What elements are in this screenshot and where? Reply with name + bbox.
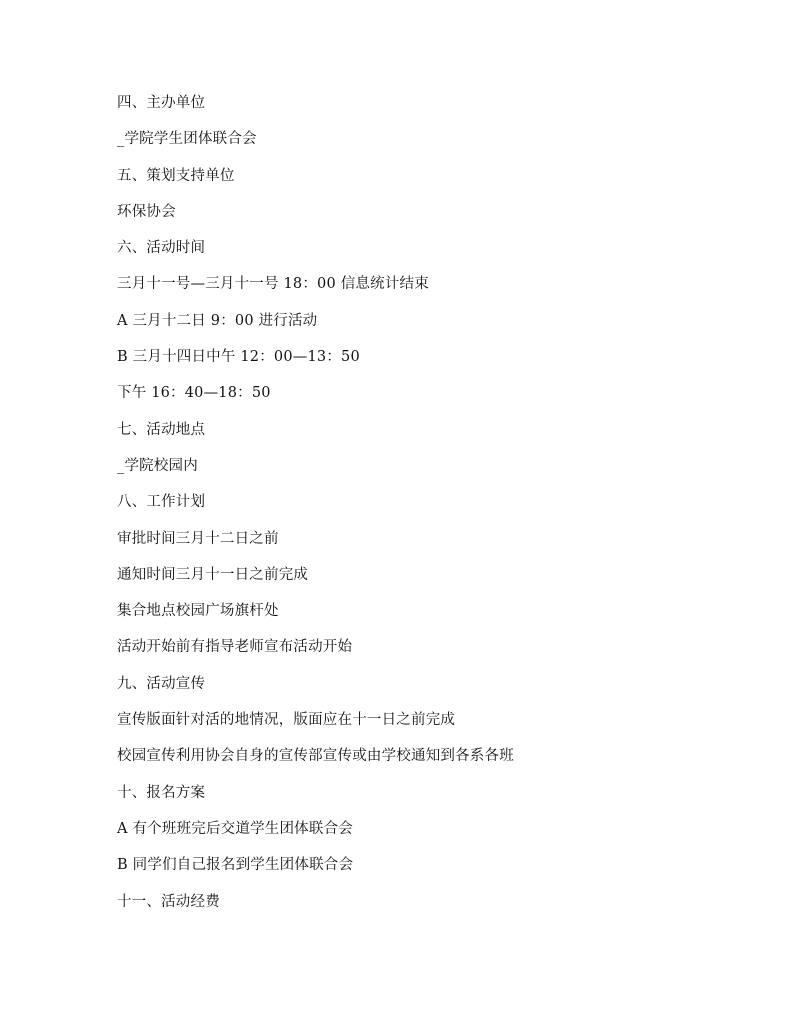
time-text-afternoon: 下午 16：40—18：50 <box>117 385 271 402</box>
section-heading-organizer: 四、主办单位 <box>117 95 206 111</box>
section-heading-time: 六、活动时间 <box>117 240 206 257</box>
document-body <box>117 93 737 928</box>
work-plan-notice: 通知时间三月十一日之前完成 <box>117 566 309 583</box>
support-text: 环保协会 <box>117 203 176 220</box>
registration-option-b: B 同学们自己报名到学生团体联合会 <box>117 857 354 874</box>
publicity-board-text: 宣传版面针对活的地情况，版面应在十一日之前完成 <box>117 712 456 729</box>
section-heading-publicity: 九、活动宣传 <box>117 675 206 692</box>
section-heading-budget: 十一、活动经费 <box>117 893 220 910</box>
registration-option-a: A 有个班班完后交道学生团体联合会 <box>117 820 353 837</box>
work-plan-approval: 审批时间三月十二日之前 <box>117 530 279 547</box>
section-heading-registration: 十、报名方案 <box>117 784 206 801</box>
location-text: _学院校园内 <box>117 457 198 474</box>
section-heading-location: 七、活动地点 <box>117 421 206 438</box>
section-heading-support: 五、策划支持单位 <box>117 167 235 184</box>
work-plan-assembly: 集合地点校园广场旗杆处 <box>117 603 279 620</box>
work-plan-opening: 活动开始前有指导老师宣布活动开始 <box>117 639 353 656</box>
time-text-registration: 三月十一号—三月十一号 18：00 信息统计结束 <box>117 276 429 293</box>
time-text-a: A 三月十二日 9：00 进行活动 <box>117 312 318 329</box>
publicity-campus-text: 校园宣传利用协会自身的宣传部宣传或由学校通知到各系各班 <box>117 748 514 765</box>
organizer-text: _学院学生团体联合会 <box>117 131 257 148</box>
time-text-b: B 三月十四日中午 12：00—13：50 <box>117 349 360 366</box>
section-heading-work-plan: 八、工作计划 <box>117 494 206 511</box>
